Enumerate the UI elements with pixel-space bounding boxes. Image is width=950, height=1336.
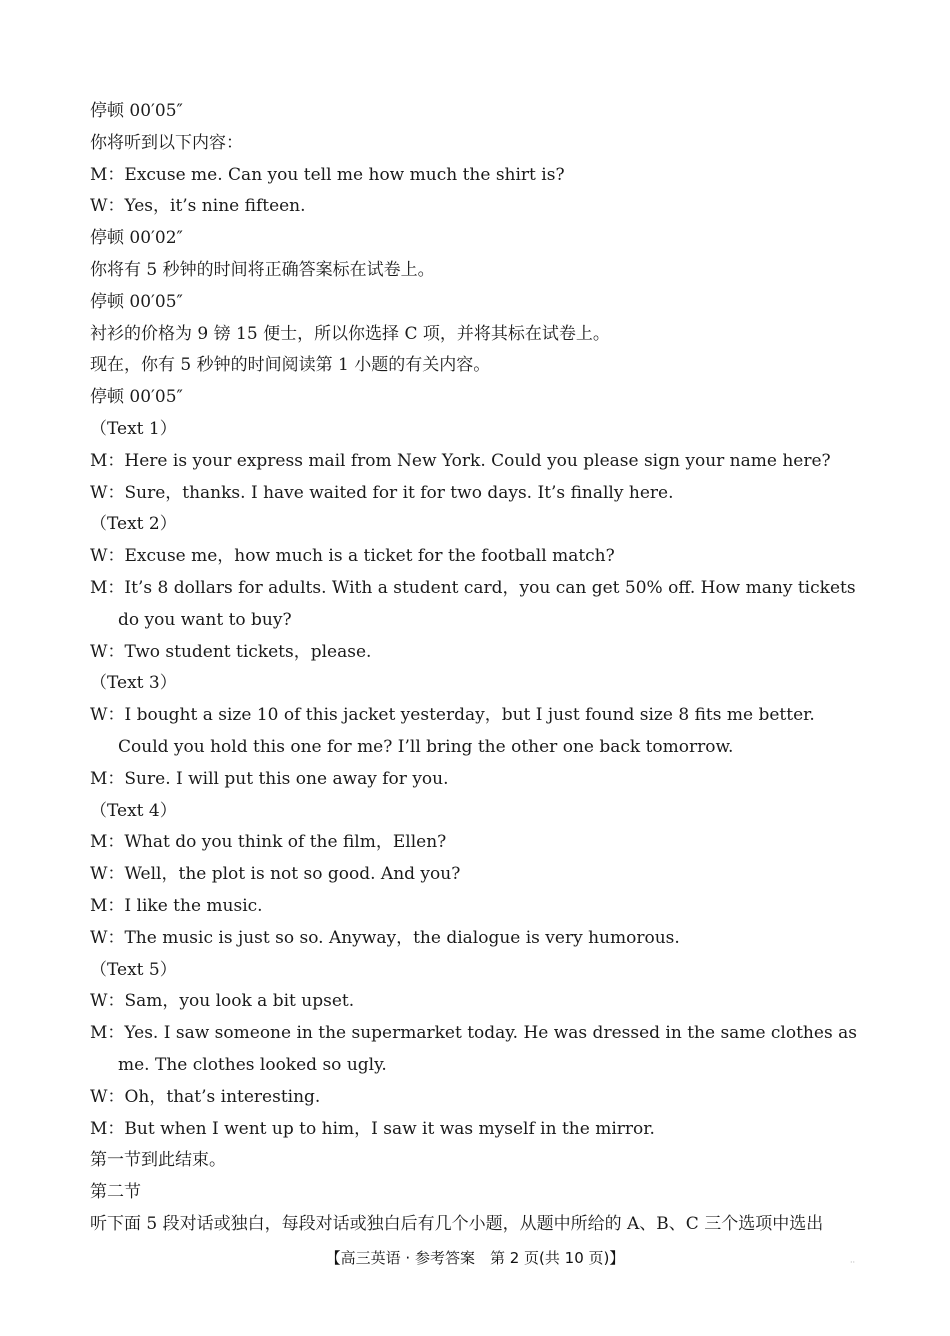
text-line: （Text 2）	[90, 514, 177, 535]
text-line: W：Oh，that’s interesting.	[90, 1086, 321, 1107]
corner-mark: ··	[850, 1258, 856, 1267]
text-line: W：Well，the plot is not so good. And you?	[90, 864, 461, 885]
text-line: 停顿 00′05″	[90, 387, 183, 408]
text-line: W：Yes，it’s nine fifteen.	[90, 196, 306, 217]
text-line: W：Sam，you look a bit upset.	[90, 991, 355, 1012]
text-line: 停顿 00′05″	[90, 101, 183, 121]
text-line: M：I like the music.	[90, 895, 263, 916]
text-line: W：Excuse me，how much is a ticket for the football match?	[90, 546, 615, 567]
text-line: M：What do you think of the film，Ellen?	[90, 832, 447, 853]
text-line: 衬衫的价格为 9 镑 15 便士，所以你选择 C 项，并将其标在试卷上。	[90, 323, 610, 344]
page-footer: 【高三英语 · 参考答案 第 2 页(共 10 页)】	[325, 1249, 625, 1267]
text-line: 第一节到此结束。	[90, 1150, 226, 1171]
text-line: M：Sure. I will put this one away for you.	[90, 768, 449, 789]
text-line: W：Sure，thanks. I have waited for it for two days. It’s finally here.	[90, 482, 674, 503]
text-line: W：Two student tickets，please.	[90, 641, 372, 662]
text-line: M：Here is your express mail from New York. Could you please sign your name here?	[90, 450, 831, 471]
text-line: 第二节	[90, 1182, 141, 1203]
text-line: M：Yes. I saw someone in the supermarket today. He was dressed in the same clothes as me. The clothes looked so ugly.	[90, 1023, 863, 1075]
document-body	[90, 96, 864, 1241]
text-line: （Text 5）	[90, 959, 177, 980]
text-line: M：It’s 8 dollars for adults. With a student card，you can get 50% off. How many tickets do you want to buy?	[90, 577, 861, 630]
text-line: 停顿 00′02″	[90, 228, 183, 249]
text-line: W：I bought a size 10 of this jacket yesterday，but I just found size 8 fits me better. Could you hold this one for me? I’ll bring the other one back tomorrow.	[90, 705, 821, 757]
text-line: 听下面 5 段对话或独白，每段对话或独白后有几个小题，从题中所给的 A、B、C 三个选项中选出	[90, 1213, 824, 1234]
text-line: （Text 4）	[90, 800, 177, 821]
text-line: M：Excuse me. Can you tell me how much the shirt is?	[90, 164, 565, 185]
text-line: 现在，你有 5 秒钟的时间阅读第 1 小题的有关内容。	[90, 355, 491, 376]
text-line: 停顿 00′05″	[90, 291, 183, 312]
text-line: M：But when I went up to him，I saw it was myself in the mirror.	[90, 1118, 655, 1139]
text-line: 你将有 5 秒钟的时间将正确答案标在试卷上。	[90, 259, 435, 280]
text-line: （Text 3）	[90, 673, 177, 694]
text-line: W：The music is just so so. Anyway，the dialogue is very humorous.	[90, 927, 680, 948]
text-line: （Text 1）	[90, 418, 177, 439]
text-line: 你将听到以下内容：	[90, 132, 243, 153]
